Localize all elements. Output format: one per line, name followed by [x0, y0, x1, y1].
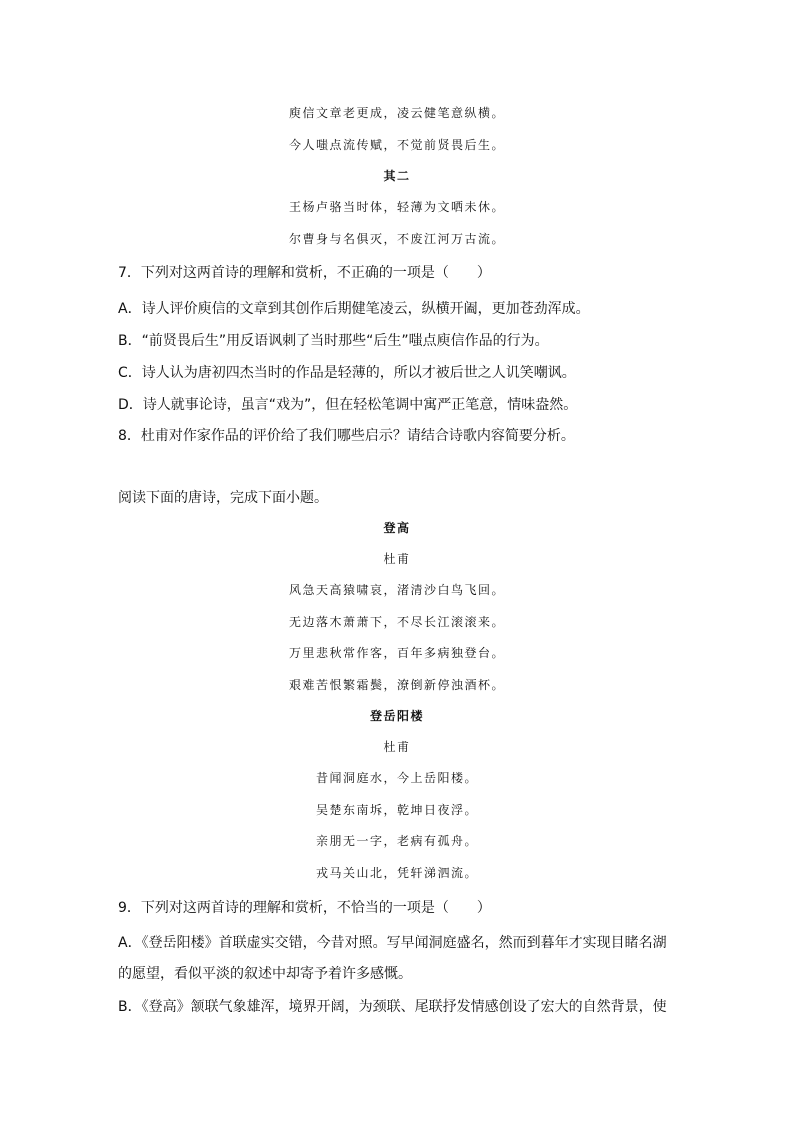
question-7-option-a: A．诗人评价庾信的文章到其创作后期健笔凌云，纵横开阖，更加苍劲浑成。	[118, 301, 590, 317]
reading-intro: 阅读下面的唐诗，完成下面小题。	[118, 490, 328, 506]
poem-subtitle: 其二	[383, 169, 411, 183]
question-9-option-a: A．《登岳阳楼》首联虚实交错，今昔对照。写早闻洞庭盛名，然而到暮年才实现目睹名湖的愿望，看似平淡的叙述中却寄予着许多感慨。	[118, 935, 667, 982]
poem-line: 艰难苦恨繁霜鬓，潦倒新停浊酒杯。	[288, 678, 505, 692]
poem-title: 登高	[383, 521, 411, 535]
poem-line: 风急天高猿啸哀，渚清沙白鸟飞回。	[288, 583, 505, 597]
question-8-stem: 8．杜甫对作家作品的评价给了我们哪些启示？请结合诗歌内容简要分析。	[118, 428, 575, 444]
question-7-option-d: D．诗人就事论诗，虽言“戏为”，但在轻松笔调中寓严正笔意，情味盎然。	[118, 397, 578, 413]
poem-line: 戎马关山北，凭轩涕泗流。	[315, 866, 478, 880]
poem-line: 庾信文章老更成，凌云健笔意纵横。	[288, 106, 505, 120]
poem-line: 今人嗤点流传赋，不觉前贤畏后生。	[288, 138, 505, 152]
question-9-stem: 9．下列对这两首诗的理解和赏析，不恰当的一项是（ ）	[118, 900, 491, 916]
question-7-option-b: B．“前贤畏后生”用反语讽刺了当时那些“后生”嗤点庾信作品的行为。	[118, 333, 549, 349]
poem-line: 吴楚东南坼，乾坤日夜浮。	[315, 803, 478, 817]
poem-line: 昔闻洞庭水，今上岳阳楼。	[315, 771, 478, 785]
poem-line: 万里悲秋常作客，百年多病独登台。	[288, 646, 505, 660]
question-7-stem: 7．下列对这两首诗的理解和赏析，不正确的一项是（ ）	[118, 265, 491, 281]
poem-author: 杜甫	[383, 552, 411, 566]
poem-line: 尔曹身与名俱灭，不废江河万古流。	[288, 232, 505, 246]
poem-line: 亲朋无一字，老病有孤舟。	[315, 834, 478, 848]
poem-line: 王杨卢骆当时体，轻薄为文哂未休。	[288, 200, 505, 214]
poem-author: 杜甫	[383, 740, 411, 754]
poem-line: 无边落木萧萧下，不尽长江滚滚来。	[288, 615, 505, 629]
question-9-option-b: B．《登高》颔联气象雄浑，境界开阔，为颈联、尾联抒发情感创设了宏大的自然背景，使	[118, 999, 667, 1015]
poem-title: 登岳阳楼	[369, 709, 424, 723]
question-7-option-c: C．诗人认为唐初四杰当时的作品是轻薄的，所以才被后世之人讥笑嘲讽。	[118, 365, 576, 381]
